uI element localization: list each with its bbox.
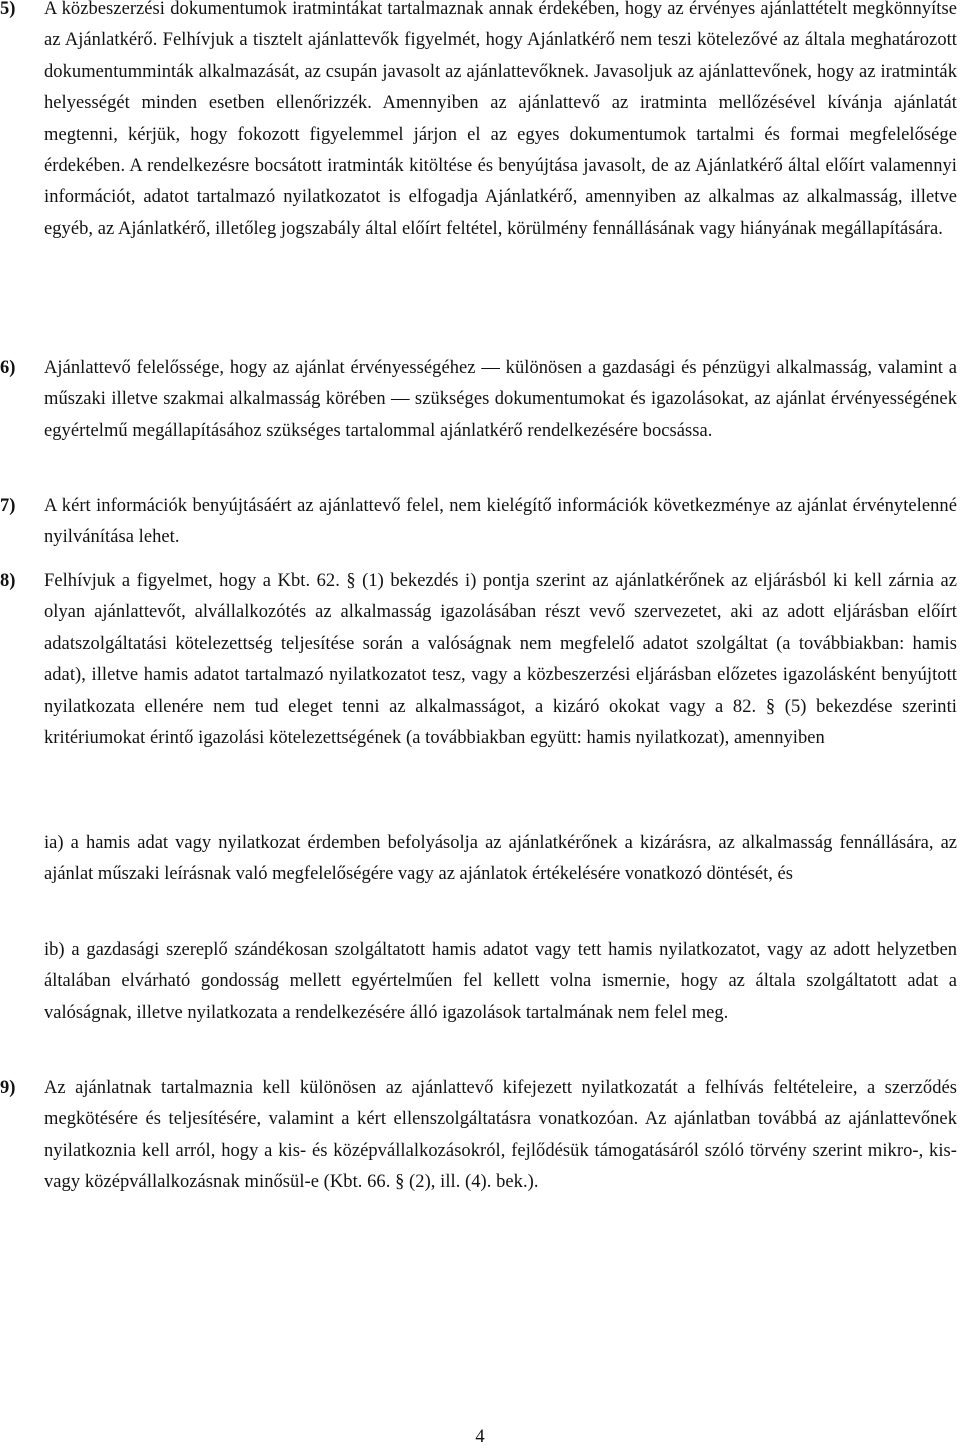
- item-text: Ajánlattevő felelőssége, hogy az ajánlat érvényességéhez ― különösen a gazdasági és pénzügyi alkalmasság, valamint a műszaki illetve szakmai alkalmasság körében ― szükséges dokumentumokat és igazolásokat, az ajánlat érvényességének egyértelmű megállapításához szükséges tartalommal ajánlatkérő rendelkezésére bocsássa.: [44, 358, 957, 441]
- item-number: 8): [0, 571, 16, 591]
- item-number: 6): [0, 358, 16, 378]
- item-text: Az ajánlatnak tartalmaznia kell különösen az ajánlattevő kifejezett nyilatkozatát a felhívás feltételeire, a szerződés megkötésére és teljesítésére, valamint a kért ellenszolgáltatásra vonatkozóan. Az ajánlatban továbbá az ajánlattevőnek nyilatkoznia kell arról, hogy a kis- és középvállalkozásokról, fejlődésük támogatásáról szóló törvény szerint mikro-, kis- vagy középvállalkozásnak minősül-e (Kbt. 66. § (2), ill. (4). bek.).: [44, 1078, 957, 1193]
- item-number: 5): [0, 0, 16, 19]
- item-text: A kért információk benyújtásáért az ajánlattevő felel, nem kielégítő információk következménye az ajánlat érvénytelenné nyilvánítása lehet.: [44, 496, 957, 548]
- page-number: 4: [475, 1427, 485, 1447]
- item-number: 7): [0, 496, 16, 516]
- item-text: A közbeszerzési dokumentumok iratmintákat tartalmaznak annak érdekében, hogy az érvényes ajánlattételt megkönnyítse az Ajánlatkérő. Felhívjuk a tisztelt ajánlattevők figyelmét, hogy Ajánlatkérő nem teszi kötelezővé az általa meghatározott dokumentumminták alkalmazását, az csupán javasolt az ajánlattevőknek. Javasoljuk az ajánlattevőnek, hogy az iratminták helyességét minden esetben ellenőrizzék. Amennyiben az ajánlattevő az iratminta mellőzésével kívánja ajánlatát megtenni, kérjük, hogy fokozott figyelemmel járjon el az egyes dokumentumok tartalmi és formai megfelelősége érdekében. A rendelkezésre bocsátott iratminták kitöltése és benyújtása javasolt, de az Ajánlatkérő által előírt valamennyi információt, adatot tartalmazó nyilatkozatot is elfogadja Ajánlatkérő, amennyiben az alkalmas az alkalmasság, illetve egyéb, az Ajánlatkérő, illetőleg jogszabály által előírt feltétel, körülmény fennállásának vagy hiányának megállapítására.: [44, 0, 957, 239]
- item-text: Felhívjuk a figyelmet, hogy a Kbt. 62. § (1) bekezdés i) pontja szerint az ajánlatkérőnek az eljárásból ki kell zárnia az olyan ajánlattevőt, alvállalkozótés az alkalmasság igazolásában részt vevő szervezetet, aki az adott eljárásban előírt adatszolgáltatási kötelezettség teljesítése során a valóságnak nem megfelelő adatot szolgáltat (a továbbiakban: hamis adat), illetve hamis adatot tartalmazó nyilatkozatot tesz, vagy a közbeszerzési eljárásban előzetes igazolásként benyújtott nyilatkozata ellenére nem tud eleget tenni az alkalmasságot, a kizáró okokat vagy a 82. § (5) bekezdése szerinti kritériumokat érintő igazolási kötelezettségének (a továbbiakban együtt: hamis nyilatkozat), amennyiben: [44, 571, 957, 749]
- sub-item-ib: ib) a gazdasági szereplő szándékosan szolgáltatott hamis adatot vagy tett hamis nyilatkozatot, vagy az adott helyzetben általában elvárható gondosság mellett egyértelműen fel kellett volna ismernie, hogy az általa szolgáltatott adat a valóságnak, illetve nyilatkozata a rendelkezésére álló igazolások tartalmának nem felel meg.: [44, 940, 957, 1023]
- sub-item-ia: ia) a hamis adat vagy nyilatkozat érdemben befolyásolja az ajánlatkérőnek a kizárásra, az alkalmasság fennállására, az ajánlat műszaki leírásnak való megfelelőségére vagy az ajánlatok értékelésére vonatkozó döntését, és: [44, 833, 957, 885]
- item-number: 9): [0, 1078, 16, 1098]
